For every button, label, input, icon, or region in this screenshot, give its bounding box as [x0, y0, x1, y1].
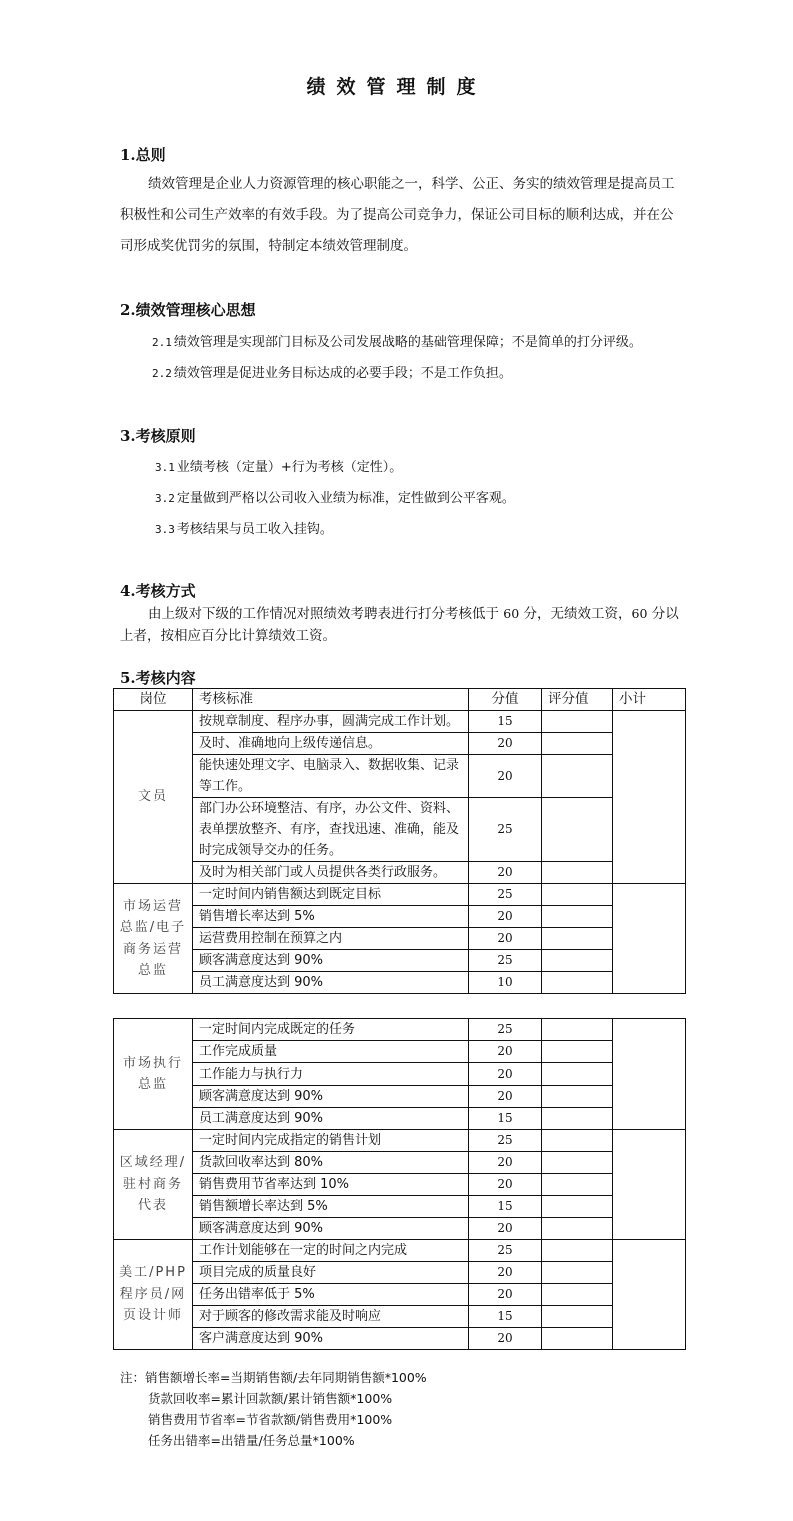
rating-input-cell[interactable]	[542, 798, 613, 862]
criterion-cell: 任务出错率低于 5%	[193, 1284, 469, 1306]
header-criterion: 考核标准	[193, 689, 469, 711]
score-cell: 20	[469, 1262, 542, 1284]
score-cell: 25	[469, 798, 542, 862]
item-number: 3.1	[155, 461, 175, 474]
position-cell: 文员	[114, 711, 193, 884]
note-label: 注：	[120, 1370, 146, 1385]
document-title: 绩效管理制度	[306, 76, 487, 98]
section-3-heading: 3.考核原则	[120, 427, 196, 445]
item-text: 定量做到严格以公司收入业绩为标准，定性做到公平客观。	[176, 491, 515, 506]
criterion-cell: 客户满意度达到 90%	[193, 1328, 469, 1350]
criterion-cell: 及时、准确地向上级传递信息。	[193, 733, 469, 755]
body-text: 分，无绩效工资，	[523, 606, 632, 622]
criterion-cell: 项目完成的质量良好	[193, 1262, 469, 1284]
section-3-item	[155, 518, 333, 537]
table-row	[114, 1174, 686, 1196]
item-text: 考核结果与员工收入挂钩。	[176, 522, 333, 537]
score-cell: 20	[469, 906, 542, 928]
score-cell: 25	[469, 1240, 542, 1262]
table-row	[114, 1152, 686, 1174]
section-1-heading: 1.总则	[120, 146, 166, 164]
item-number: 3.3	[155, 523, 175, 536]
table-row	[114, 1063, 686, 1086]
score-cell: 20	[469, 1041, 542, 1063]
table-row	[114, 1196, 686, 1218]
table-row	[114, 884, 686, 906]
section-1-body: 绩效管理是企业人力资源管理的核心职能之一，科学、公正、务实的绩效管理是提高员工积极性和公司生产效率的有效手段。为了提高公司竞争力，保证公司目标的顺利达成，并在公司形成奖优罚劣的氛围，特制定本绩效管理制度。	[120, 176, 675, 254]
subtotal-cell[interactable]	[613, 1019, 686, 1130]
subtotal-cell[interactable]	[613, 711, 686, 884]
subtotal-cell[interactable]	[613, 1240, 686, 1350]
rating-input-cell[interactable]	[542, 862, 613, 884]
section-2-item	[152, 331, 642, 350]
table-row	[114, 1306, 686, 1328]
score-cell: 20	[469, 1063, 542, 1086]
rating-input-cell[interactable]	[542, 711, 613, 733]
rating-input-cell[interactable]	[542, 1218, 613, 1240]
table-row	[114, 1019, 686, 1041]
rating-input-cell[interactable]	[542, 1152, 613, 1174]
header-subtotal: 小计	[613, 689, 686, 711]
rating-input-cell[interactable]	[542, 1196, 613, 1218]
item-text: 绩效管理是实现部门目标及公司发展战略的基础管理保障；不是简单的打分评级。	[173, 335, 642, 350]
table-header-row	[114, 689, 686, 711]
criterion-cell: 工作计划能够在一定的时间之内完成	[193, 1240, 469, 1262]
rating-input-cell[interactable]	[542, 1130, 613, 1152]
criterion-cell: 销售增长率达到 5%	[193, 906, 469, 928]
rating-input-cell[interactable]	[542, 1174, 613, 1196]
rating-input-cell[interactable]	[542, 1284, 613, 1306]
note-line: 货款回收率=累计回款额/累计销售额*100%	[148, 1391, 393, 1406]
section-4-heading: 4.考核方式	[120, 582, 196, 600]
rating-input-cell[interactable]	[542, 972, 613, 994]
table-row	[114, 755, 686, 798]
section-3-item	[155, 487, 515, 506]
section-3-item	[155, 456, 402, 475]
subtotal-cell[interactable]	[613, 1130, 686, 1240]
item-text: 业绩考核（定量）+行为考核（定性）。	[176, 460, 403, 475]
item-number: 3.2	[155, 492, 175, 505]
body-text: 分以上者，按相应百分比计算绩效工资。	[120, 606, 679, 644]
table-row	[114, 1086, 686, 1108]
table-row	[114, 972, 686, 994]
score-cell: 10	[469, 972, 542, 994]
score-cell: 20	[469, 1086, 542, 1108]
criterion-cell: 员工满意度达到 90%	[193, 972, 469, 994]
rating-input-cell[interactable]	[542, 906, 613, 928]
criterion-cell: 按规章制度、程序办事，圆满完成工作计划。	[193, 711, 469, 733]
criterion-cell: 部门办公环境整洁、有序，办公文件、资料、表单摆放整齐、有序，查找迅速、准确，能及时完成领导交办的任务。	[193, 798, 469, 862]
position-cell: 区域经理/驻村商务代表	[114, 1130, 193, 1240]
criterion-cell: 销售额增长率达到 5%	[193, 1196, 469, 1218]
rating-input-cell[interactable]	[542, 1240, 613, 1262]
table-row	[114, 1328, 686, 1350]
score-cell: 20	[469, 755, 542, 798]
section-2-heading: 2.绩效管理核心思想	[120, 301, 256, 319]
position-cell: 美工/PHP 程序员/网页设计师	[114, 1240, 193, 1350]
table-row	[114, 1240, 686, 1262]
rating-input-cell[interactable]	[542, 1306, 613, 1328]
criterion-cell: 顾客满意度达到 90%	[193, 1218, 469, 1240]
rating-input-cell[interactable]	[542, 884, 613, 906]
table-row	[114, 1262, 686, 1284]
threshold-value: 60	[503, 606, 520, 621]
item-text: 绩效管理是促进业务目标达成的必要手段；不是工作负担。	[173, 366, 512, 381]
table-row	[114, 862, 686, 884]
header-position: 岗位	[114, 689, 193, 711]
score-cell: 25	[469, 1019, 542, 1041]
rating-input-cell[interactable]	[542, 1108, 613, 1130]
criterion-cell: 销售费用节省率达到 10%	[193, 1174, 469, 1196]
assessment-table-part-2	[113, 1018, 686, 1350]
rating-input-cell[interactable]	[542, 1086, 613, 1108]
notes	[120, 1367, 427, 1451]
table-row	[114, 1130, 686, 1152]
table-row	[114, 1218, 686, 1240]
table-row	[114, 950, 686, 972]
note-line: 销售费用节省率=节省款额/销售费用*100%	[148, 1412, 393, 1427]
body-text: 由上级对下级的工作情况对照绩效考聘表进行打分考核低于	[148, 606, 499, 622]
table-row	[114, 1108, 686, 1130]
score-cell: 25	[469, 1130, 542, 1152]
table-row	[114, 798, 686, 862]
score-cell: 20	[469, 733, 542, 755]
rating-input-cell[interactable]	[542, 1019, 613, 1041]
threshold-value: 60	[631, 606, 648, 621]
score-cell: 20	[469, 1152, 542, 1174]
criterion-cell: 顾客满意度达到 90%	[193, 1086, 469, 1108]
criterion-cell: 员工满意度达到 90%	[193, 1108, 469, 1130]
score-cell: 20	[469, 862, 542, 884]
section-5-heading: 5.考核内容	[120, 669, 196, 687]
section-2-item	[152, 362, 512, 381]
table-row	[114, 928, 686, 950]
criterion-cell: 能快速处理文字、电脑录入、数据收集、记录等工作。	[193, 755, 469, 798]
score-cell: 15	[469, 1306, 542, 1328]
header-rating: 评分值	[542, 689, 613, 711]
subtotal-cell[interactable]	[613, 884, 686, 994]
criterion-cell: 货款回收率达到 80%	[193, 1152, 469, 1174]
note-formula: 销售额增长率=当期销售额/去年同期销售额*100%	[145, 1370, 427, 1385]
score-cell: 15	[469, 1196, 542, 1218]
criterion-cell: 一定时间内完成指定的销售计划	[193, 1130, 469, 1152]
rating-input-cell[interactable]	[542, 1041, 613, 1063]
score-cell: 25	[469, 884, 542, 906]
criterion-cell: 顾客满意度达到 90%	[193, 950, 469, 972]
score-cell: 20	[469, 1174, 542, 1196]
criterion-cell: 及时为相关部门或人员提供各类行政服务。	[193, 862, 469, 884]
score-cell: 20	[469, 1284, 542, 1306]
criterion-cell: 工作能力与执行力	[193, 1063, 469, 1086]
section-4-body	[120, 603, 680, 647]
assessment-table-part-1	[113, 688, 686, 994]
note-line	[120, 1367, 427, 1388]
table-row	[114, 733, 686, 755]
header-score: 分值	[469, 689, 542, 711]
item-number: 2.1	[152, 336, 172, 349]
score-cell: 20	[469, 1328, 542, 1350]
note-line: 任务出错率=出错量/任务总量*100%	[148, 1433, 355, 1448]
score-cell: 20	[469, 928, 542, 950]
rating-input-cell[interactable]	[542, 928, 613, 950]
rating-input-cell[interactable]	[542, 1262, 613, 1284]
score-cell: 20	[469, 1218, 542, 1240]
criterion-cell: 工作完成质量	[193, 1041, 469, 1063]
table-row	[114, 906, 686, 928]
rating-input-cell[interactable]	[542, 733, 613, 755]
rating-input-cell[interactable]	[542, 950, 613, 972]
rating-input-cell[interactable]	[542, 755, 613, 798]
table-row	[114, 711, 686, 733]
rating-input-cell[interactable]	[542, 1063, 613, 1086]
criterion-cell: 一定时间内销售额达到既定目标	[193, 884, 469, 906]
item-number: 2.2	[152, 367, 172, 380]
criterion-cell: 一定时间内完成既定的任务	[193, 1019, 469, 1041]
score-cell: 15	[469, 711, 542, 733]
criterion-cell: 运营费用控制在预算之内	[193, 928, 469, 950]
table-row	[114, 1284, 686, 1306]
score-cell: 15	[469, 1108, 542, 1130]
position-cell: 市场执行总监	[114, 1019, 193, 1130]
criterion-cell: 对于顾客的修改需求能及时响应	[193, 1306, 469, 1328]
rating-input-cell[interactable]	[542, 1328, 613, 1350]
table-row	[114, 1041, 686, 1063]
score-cell: 25	[469, 950, 542, 972]
position-cell: 市场运营总监/电子商务运营总监	[114, 884, 193, 994]
